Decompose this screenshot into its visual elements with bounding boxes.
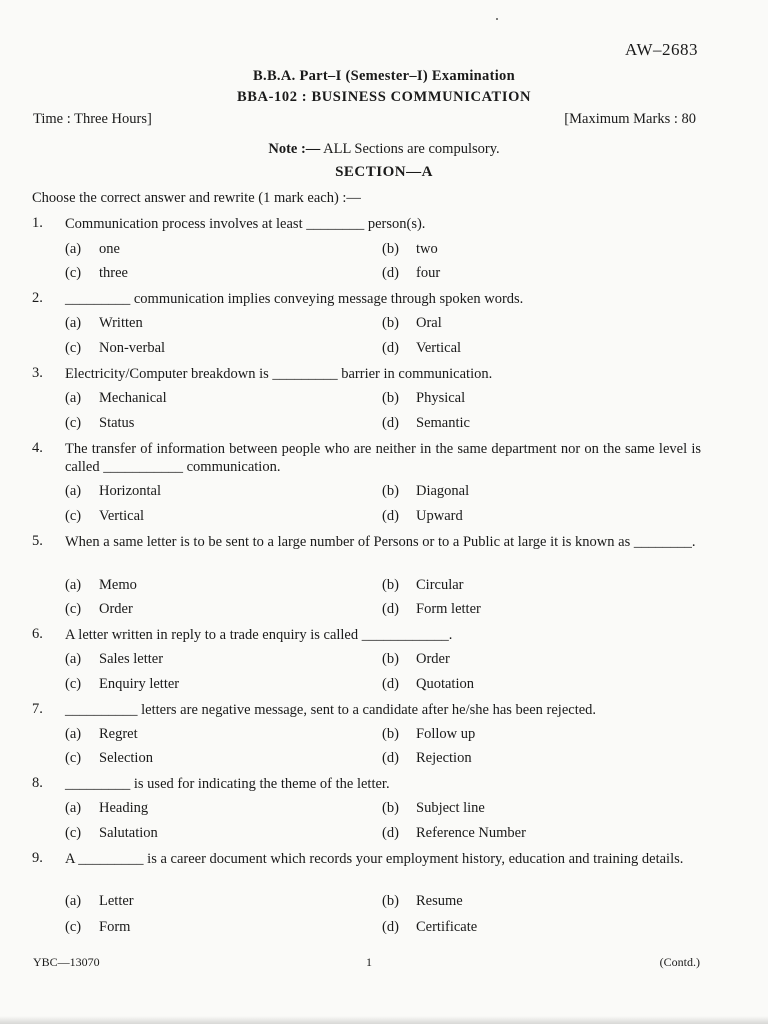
question-text: __________ letters are negative message, sent to a candidate after he/she has been rejected. — [65, 702, 597, 718]
option-text: Status — [99, 415, 135, 431]
option-label: (a) — [65, 577, 82, 593]
option-a — [65, 893, 134, 910]
option-text: Selection — [99, 750, 153, 766]
option-text: Form — [99, 919, 131, 935]
question-number: 5. — [32, 533, 43, 549]
option-text: Form letter — [416, 601, 481, 617]
option-text: Semantic — [416, 415, 470, 431]
option-label: (c) — [65, 825, 82, 841]
option-b — [382, 241, 438, 258]
option-text: one — [99, 241, 120, 257]
option-c — [65, 676, 179, 693]
option-label: (d) — [382, 508, 399, 524]
option-c — [65, 340, 165, 357]
option-label: (b) — [382, 577, 399, 593]
option-b — [382, 577, 464, 594]
option-c — [65, 825, 158, 842]
option-d — [382, 825, 526, 842]
option-label: (b) — [382, 241, 399, 257]
option-label: (b) — [382, 726, 399, 742]
option-label: (d) — [382, 265, 399, 281]
option-label: (c) — [65, 340, 82, 356]
option-text: Resume — [416, 893, 463, 909]
option-label: (b) — [382, 893, 399, 909]
option-a — [65, 483, 161, 500]
question-text: _________ communication implies conveying message through spoken words. — [65, 291, 524, 307]
question-number: 2. — [32, 290, 43, 306]
option-b — [382, 651, 450, 668]
option-c — [65, 265, 128, 282]
question-number: 8. — [32, 775, 43, 791]
option-label: (d) — [382, 750, 399, 766]
option-label: (a) — [65, 483, 82, 499]
option-text: Mechanical — [99, 390, 167, 406]
option-d — [382, 919, 477, 936]
option-label: (c) — [65, 601, 82, 617]
exam-title: B.B.A. Part–I (Semester–I) Examination — [253, 68, 515, 84]
option-label: (a) — [65, 390, 82, 406]
option-label: (b) — [382, 483, 399, 499]
option-text: Diagonal — [416, 483, 470, 499]
option-d — [382, 415, 470, 432]
instruction: Choose the correct answer and rewrite (1 mark each) :— — [32, 190, 361, 206]
option-c — [65, 919, 130, 936]
option-text: Horizontal — [99, 483, 162, 499]
option-a — [65, 577, 137, 594]
option-text: Physical — [416, 390, 466, 406]
question-text: Electricity/Computer breakdown is _________ barrier in communication. — [65, 366, 493, 382]
option-label: (b) — [382, 651, 399, 667]
option-text: Subject line — [416, 800, 485, 816]
option-text: Memo — [99, 577, 137, 593]
option-label: (d) — [382, 340, 399, 356]
option-text: Sales letter — [99, 651, 164, 667]
option-text: Order — [99, 601, 133, 617]
question-number: 1. — [32, 215, 43, 231]
option-label: (b) — [382, 315, 399, 331]
option-text: three — [99, 265, 128, 281]
option-text: four — [416, 265, 441, 281]
option-a — [65, 651, 163, 668]
continued-label: (Contd.) — [659, 955, 700, 969]
subject-title: BBA-102 : BUSINESS COMMUNICATION — [236, 89, 532, 105]
question-number: 9. — [32, 850, 43, 866]
option-text: Heading — [99, 800, 149, 816]
question-text: _________ is used for indicating the theme of the letter. — [65, 776, 390, 792]
question-text: A _________ is a career document which records your employment history, education and training details. — [65, 851, 684, 867]
option-label: (a) — [65, 893, 82, 909]
question-text: The transfer of information between people who are neither in the same department nor on the same level is called ___________ communication. — [65, 441, 701, 475]
option-label: (d) — [382, 415, 399, 431]
option-label: (a) — [65, 651, 82, 667]
option-label: (d) — [382, 919, 399, 935]
page-number: 1 — [366, 955, 372, 969]
question-number: 7. — [32, 701, 43, 717]
option-d — [382, 750, 472, 767]
option-label: (a) — [65, 241, 82, 257]
option-c — [65, 415, 134, 432]
option-text: Letter — [99, 893, 134, 909]
scan-speck — [496, 18, 498, 20]
option-text: Vertical — [416, 340, 462, 356]
option-d — [382, 265, 440, 282]
option-text: Regret — [99, 726, 138, 742]
option-b — [382, 315, 442, 332]
option-text: Salutation — [99, 825, 158, 841]
option-label: (c) — [65, 676, 82, 692]
footer-code: YBC—13070 — [33, 955, 100, 969]
option-label: (a) — [65, 800, 82, 816]
option-a — [65, 800, 148, 817]
paper-code: AW–2683 — [625, 40, 698, 59]
option-label: (a) — [65, 315, 82, 331]
option-label: (b) — [382, 800, 399, 816]
option-d — [382, 340, 461, 357]
question-text: A letter written in reply to a trade enquiry is called ____________. — [65, 627, 453, 643]
question-number: 3. — [32, 365, 43, 381]
option-text: Upward — [416, 508, 463, 524]
option-label: (c) — [65, 750, 82, 766]
option-b — [382, 893, 463, 910]
question-text: Communication process involves at least ________ person(s). — [65, 216, 426, 232]
option-a — [65, 241, 120, 258]
option-label: (d) — [382, 601, 399, 617]
note — [0, 141, 768, 158]
option-text: Written — [99, 315, 143, 331]
maximum-marks: [Maximum Marks : 80 — [564, 111, 696, 127]
option-text: Rejection — [416, 750, 472, 766]
option-b — [382, 390, 465, 407]
option-b — [382, 726, 475, 743]
option-b — [382, 483, 469, 500]
option-text: Reference Number — [416, 825, 526, 841]
note-label: Note :— — [268, 141, 321, 157]
option-text: Order — [416, 651, 450, 667]
option-d — [382, 676, 474, 693]
option-label: (c) — [65, 415, 82, 431]
question-number: 4. — [32, 440, 43, 456]
option-text: Certificate — [416, 919, 478, 935]
option-text: Circular — [416, 577, 464, 593]
option-b — [382, 800, 485, 817]
question-text: When a same letter is to be sent to a large number of Persons or to a Public at large it is known as ________. — [65, 534, 696, 550]
option-text: two — [416, 241, 438, 257]
option-label: (c) — [65, 508, 82, 524]
option-c — [65, 750, 153, 767]
option-label: (c) — [65, 265, 82, 281]
option-c — [65, 508, 144, 525]
time-allowed: Time : Three Hours] — [33, 111, 152, 127]
option-a — [65, 726, 138, 743]
option-a — [65, 390, 167, 407]
option-label: (c) — [65, 919, 82, 935]
option-label: (a) — [65, 726, 82, 742]
option-text: Quotation — [416, 676, 474, 692]
scan-edge — [0, 1016, 768, 1024]
option-label: (d) — [382, 825, 399, 841]
option-text: Oral — [416, 315, 442, 331]
section-heading: SECTION—A — [335, 164, 433, 180]
option-label: (d) — [382, 676, 399, 692]
option-a — [65, 315, 143, 332]
option-text: Follow up — [416, 726, 476, 742]
option-c — [65, 601, 133, 618]
option-text: Enquiry letter — [99, 676, 180, 692]
question-number: 6. — [32, 626, 43, 642]
option-d — [382, 601, 481, 618]
option-label: (b) — [382, 390, 399, 406]
option-text: Non-verbal — [99, 340, 166, 356]
note-text: ALL Sections are compulsory. — [323, 141, 500, 157]
option-text: Vertical — [99, 508, 145, 524]
option-d — [382, 508, 463, 525]
